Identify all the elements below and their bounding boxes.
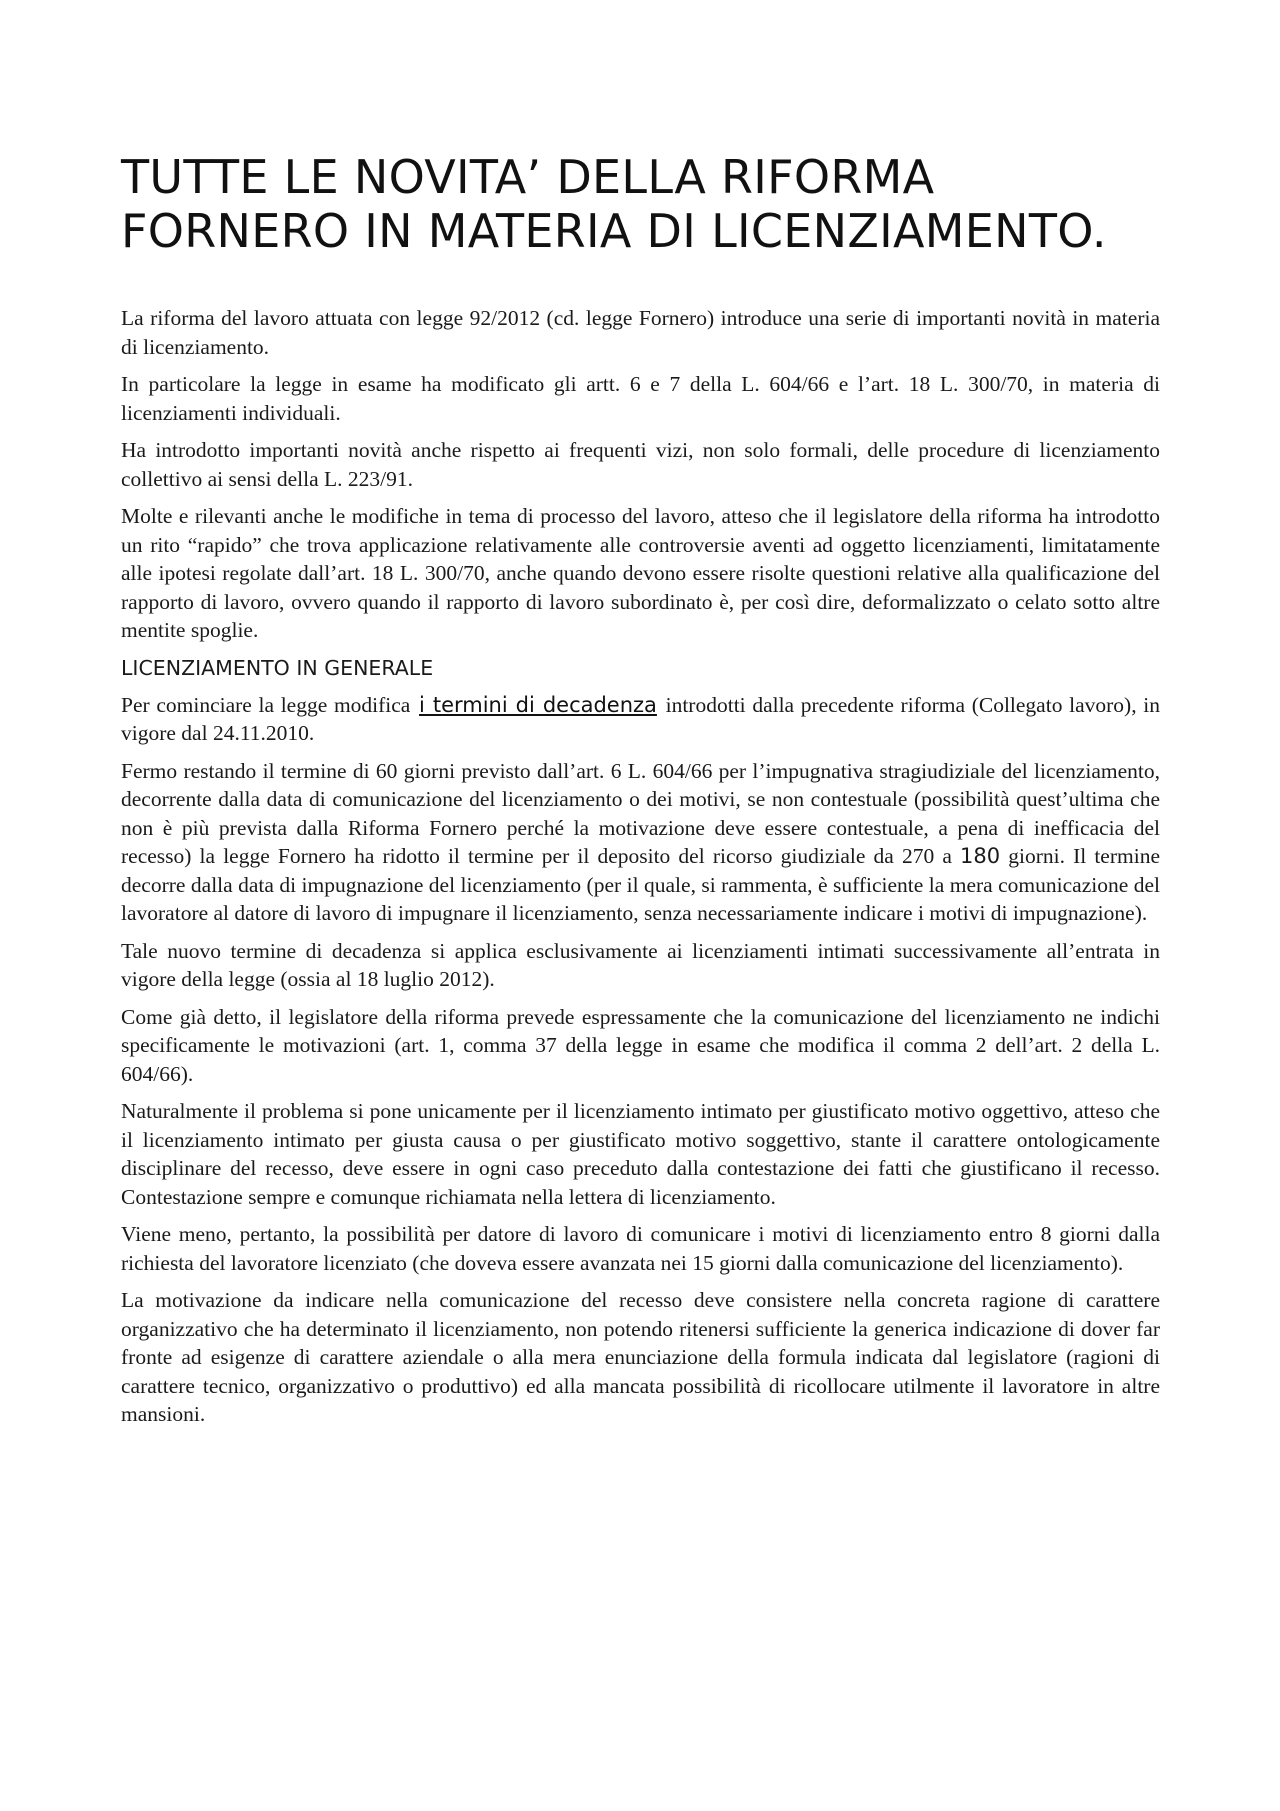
paragraph-closing-5: La motivazione da indicare nella comunicazione del recesso deve consistere nella concreta ragione di carattere organizzativo che ha determinato il licenziamento, non potendo ritenersi sufficiente la generica indicazione di dover far fronte ad esigenze di carattere aziendale o alla mera enunciazione della formula indicata dal legislatore (ragioni di carattere tecnico, organizzativo o produttivo) ed alla mancata possibilità di ricollocare utilmente il lavoratore in altre mansioni. [121, 1288, 1160, 1426]
paragraph-closing-2: Come già detto, il legislatore della riforma prevede espressamente che la comunicazione del licenziamento ne indichi specificamente le motivazioni (art. 1, comma 37 della legge in esame che modifica il comma 2 dell’art. 2 della L. 604/66). [121, 1004, 1160, 1086]
paragraph-termine-text-before: Fermo restando il termine di 60 giorni previsto dall’art. 6 L. 604/66 per l’impugnativa stragiudiziale del licenziamento, decorrente dalla data di comunicazione del licenziamento o dei motivi, se non contestuale (possibilità quest’ultima che non è più prevista dalla Riforma Fornero perché la motivazione deve essere contestuale, a pena di inefficacia del recesso) la legge Fornero ha ridotto il termine per il deposito del ricorso giudiziale da 270 a [121, 758, 1160, 868]
paragraph-decadenza-text-before: Per cominciare la legge modifica [121, 692, 418, 717]
paragraph-closing-1: Tale nuovo termine di decadenza si applica esclusivamente ai licenziamenti intimati successivamente all’entrata in vigore della legge (ossia al 18 luglio 2012). [121, 938, 1160, 991]
paragraph-intro-2: In particolare la legge in esame ha modificato gli artt. 6 e 7 della L. 604/66 e l’art. 18 L. 300/70, in materia di licenziamenti individuali. [121, 372, 1160, 425]
paragraph-decadenza [121, 691, 1160, 748]
termini-decadenza-link[interactable]: i termini di decadenza [419, 692, 657, 717]
paragraph-termine [121, 757, 1160, 928]
paragraph-closing-3: Naturalmente il problema si pone unicamente per il licenziamento intimato per giustificato motivo oggettivo, atteso che il licenziamento intimato per giusta causa o per giustificato motivo soggettivo, stante il carattere ontologicamente disciplinare del recesso, deve essere in ogni caso preceduto dalla contestazione dei fatti che giustificano il recesso. Contestazione sempre e comunque richiamata nella lettera di licenziamento. [121, 1099, 1160, 1209]
paragraph-intro-4: Molte e rilevanti anche le modifiche in tema di processo del lavoro, atteso che il legislatore della riforma ha introdotto un rito “rapido” che trova applicazione relativamente alle controversie aventi ad oggetto licenziamenti, limitatamente alle ipotesi regolate dall’art. 18 L. 300/70, anche quando devono essere risolte questioni relative alla qualificazione del rapporto di lavoro, ovvero quando il rapporto di lavoro subordinato è, per così dire, deformalizzato o celato sotto altre mentite spoglie. [121, 504, 1160, 642]
section-heading: LICENZIAMENTO IN GENERALE [121, 655, 434, 680]
paragraph-termine-text-after: giorni. Il termine decorre dalla data di impugnazione del licenziamento (per il quale, si rammenta, è sufficiente la mera comunicazione del lavoratore al datore di lavoro di impugnare il licenziamento, senza necessariamente indicare i motivi di impugnazione). [121, 844, 1160, 925]
paragraph-termine-number: 180 [960, 844, 1001, 868]
paragraph-decadenza-text-after: introdotti dalla precedente riforma (Collegato lavoro), in vigore dal 24.11.2010. [121, 692, 1160, 745]
paragraph-intro-1: La riforma del lavoro attuata con legge 92/2012 (cd. legge Fornero) introduce una serie di importanti novità in materia di licenziamento. [121, 306, 1160, 359]
document-page [121, 150, 1160, 1438]
paragraph-intro-3: Ha introdotto importanti novità anche rispetto ai frequenti vizi, non solo formali, delle procedure di licenziamento collettivo ai sensi della L. 223/91. [121, 438, 1160, 491]
document-title: TUTTE LE NOVITA’ DELLA RIFORMA FORNERO IN MATERIA DI LICENZIAMENTO. [121, 150, 1107, 258]
paragraph-closing-4: Viene meno, pertanto, la possibilità per datore di lavoro di comunicare i motivi di licenziamento entro 8 giorni dalla richiesta del lavoratore licenziato (che doveva essere avanzata nei 15 giorni dalla comunicazione del licenziamento). [121, 1222, 1160, 1275]
